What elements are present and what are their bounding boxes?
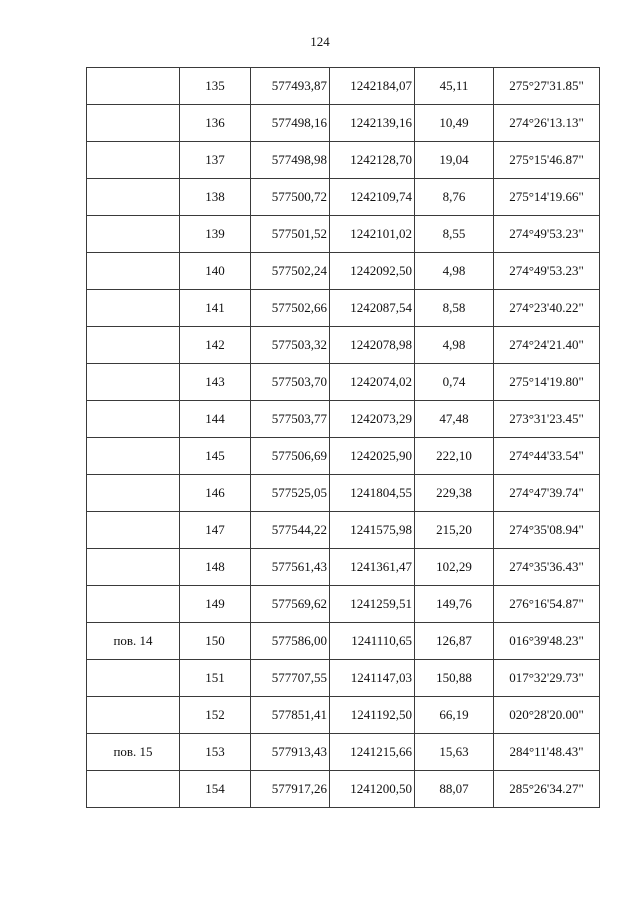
x-coordinate-cell: 577498,16 <box>251 105 330 142</box>
turn-label-cell <box>87 512 180 549</box>
table-row <box>87 438 600 475</box>
direction-angle-cell: 275°14'19.80" <box>494 364 600 401</box>
x-coordinate-cell: 577503,70 <box>251 364 330 401</box>
direction-angle-cell: 017°32'29.73" <box>494 660 600 697</box>
distance-cell: 229,38 <box>415 475 494 512</box>
x-coordinate-cell: 577502,24 <box>251 253 330 290</box>
y-coordinate-cell: 1241192,50 <box>330 697 415 734</box>
x-coordinate-cell: 577503,32 <box>251 327 330 364</box>
turn-label-cell <box>87 290 180 327</box>
direction-angle-cell: 274°35'36.43" <box>494 549 600 586</box>
table-row <box>87 475 600 512</box>
point-number-cell: 143 <box>180 364 251 401</box>
y-coordinate-cell: 1241804,55 <box>330 475 415 512</box>
point-number-cell: 146 <box>180 475 251 512</box>
x-coordinate-cell: 577498,98 <box>251 142 330 179</box>
distance-cell: 102,29 <box>415 549 494 586</box>
table-row <box>87 771 600 808</box>
distance-cell: 149,76 <box>415 586 494 623</box>
distance-cell: 66,19 <box>415 697 494 734</box>
point-number-cell: 147 <box>180 512 251 549</box>
turn-label-cell <box>87 438 180 475</box>
turn-label-cell <box>87 660 180 697</box>
x-coordinate-cell: 577502,66 <box>251 290 330 327</box>
point-number-cell: 154 <box>180 771 251 808</box>
table-row <box>87 216 600 253</box>
y-coordinate-cell: 1242078,98 <box>330 327 415 364</box>
table-row <box>87 401 600 438</box>
point-number-cell: 153 <box>180 734 251 771</box>
table-row <box>87 290 600 327</box>
y-coordinate-cell: 1242109,74 <box>330 179 415 216</box>
point-number-cell: 149 <box>180 586 251 623</box>
x-coordinate-cell: 577544,22 <box>251 512 330 549</box>
turn-label-cell <box>87 253 180 290</box>
point-number-cell: 137 <box>180 142 251 179</box>
y-coordinate-cell: 1242087,54 <box>330 290 415 327</box>
distance-cell: 10,49 <box>415 105 494 142</box>
direction-angle-cell: 276°16'54.87" <box>494 586 600 623</box>
y-coordinate-cell: 1241110,65 <box>330 623 415 660</box>
y-coordinate-cell: 1241200,50 <box>330 771 415 808</box>
y-coordinate-cell: 1242073,29 <box>330 401 415 438</box>
table-row <box>87 734 600 771</box>
turn-label-cell <box>87 475 180 512</box>
x-coordinate-cell: 577525,05 <box>251 475 330 512</box>
y-coordinate-cell: 1242139,16 <box>330 105 415 142</box>
point-number-cell: 144 <box>180 401 251 438</box>
direction-angle-cell: 274°49'53.23" <box>494 253 600 290</box>
direction-angle-cell: 016°39'48.23" <box>494 623 600 660</box>
direction-angle-cell: 274°49'53.23" <box>494 216 600 253</box>
point-number-cell: 138 <box>180 179 251 216</box>
distance-cell: 0,74 <box>415 364 494 401</box>
y-coordinate-cell: 1242101,02 <box>330 216 415 253</box>
distance-cell: 215,20 <box>415 512 494 549</box>
distance-cell: 19,04 <box>415 142 494 179</box>
x-coordinate-cell: 577493,87 <box>251 68 330 105</box>
y-coordinate-cell: 1242184,07 <box>330 68 415 105</box>
y-coordinate-cell: 1242092,50 <box>330 253 415 290</box>
direction-angle-cell: 275°27'31.85" <box>494 68 600 105</box>
point-number-cell: 145 <box>180 438 251 475</box>
direction-angle-cell: 274°24'21.40" <box>494 327 600 364</box>
point-number-cell: 139 <box>180 216 251 253</box>
turn-label-cell <box>87 105 180 142</box>
y-coordinate-cell: 1241215,66 <box>330 734 415 771</box>
table-row <box>87 142 600 179</box>
distance-cell: 88,07 <box>415 771 494 808</box>
x-coordinate-cell: 577569,62 <box>251 586 330 623</box>
turn-label-cell <box>87 364 180 401</box>
turn-label-cell <box>87 142 180 179</box>
x-coordinate-cell: 577707,55 <box>251 660 330 697</box>
direction-angle-cell: 273°31'23.45" <box>494 401 600 438</box>
distance-cell: 150,88 <box>415 660 494 697</box>
table-row <box>87 253 600 290</box>
turn-label-cell <box>87 401 180 438</box>
point-number-cell: 135 <box>180 68 251 105</box>
distance-cell: 126,87 <box>415 623 494 660</box>
y-coordinate-cell: 1242025,90 <box>330 438 415 475</box>
point-number-cell: 142 <box>180 327 251 364</box>
direction-angle-cell: 285°26'34.27" <box>494 771 600 808</box>
distance-cell: 4,98 <box>415 327 494 364</box>
y-coordinate-cell: 1242074,02 <box>330 364 415 401</box>
turn-label-cell: пов. 15 <box>87 734 180 771</box>
direction-angle-cell: 274°26'13.13" <box>494 105 600 142</box>
table-row <box>87 660 600 697</box>
turn-label-cell <box>87 216 180 253</box>
point-number-cell: 151 <box>180 660 251 697</box>
turn-label-cell: пов. 14 <box>87 623 180 660</box>
turn-label-cell <box>87 179 180 216</box>
table-row <box>87 549 600 586</box>
direction-angle-cell: 274°47'39.74" <box>494 475 600 512</box>
turn-label-cell <box>87 586 180 623</box>
x-coordinate-cell: 577561,43 <box>251 549 330 586</box>
x-coordinate-cell: 577506,69 <box>251 438 330 475</box>
turn-label-cell <box>87 68 180 105</box>
table-body <box>87 68 600 808</box>
distance-cell: 15,63 <box>415 734 494 771</box>
table-row <box>87 623 600 660</box>
direction-angle-cell: 275°14'19.66" <box>494 179 600 216</box>
point-number-cell: 136 <box>180 105 251 142</box>
x-coordinate-cell: 577500,72 <box>251 179 330 216</box>
direction-angle-cell: 020°28'20.00" <box>494 697 600 734</box>
direction-angle-cell: 284°11'48.43" <box>494 734 600 771</box>
table-row <box>87 364 600 401</box>
distance-cell: 4,98 <box>415 253 494 290</box>
x-coordinate-cell: 577501,52 <box>251 216 330 253</box>
direction-angle-cell: 274°35'08.94" <box>494 512 600 549</box>
point-number-cell: 148 <box>180 549 251 586</box>
x-coordinate-cell: 577851,41 <box>251 697 330 734</box>
y-coordinate-cell: 1241147,03 <box>330 660 415 697</box>
distance-cell: 8,55 <box>415 216 494 253</box>
table-row <box>87 512 600 549</box>
turn-label-cell <box>87 327 180 364</box>
x-coordinate-cell: 577917,26 <box>251 771 330 808</box>
distance-cell: 8,76 <box>415 179 494 216</box>
turn-label-cell <box>87 697 180 734</box>
page-number: 124 <box>310 34 330 49</box>
y-coordinate-cell: 1241575,98 <box>330 512 415 549</box>
distance-cell: 222,10 <box>415 438 494 475</box>
x-coordinate-cell: 577913,43 <box>251 734 330 771</box>
direction-angle-cell: 274°44'33.54" <box>494 438 600 475</box>
turn-label-cell <box>87 771 180 808</box>
distance-cell: 45,11 <box>415 68 494 105</box>
distance-cell: 47,48 <box>415 401 494 438</box>
point-number-cell: 141 <box>180 290 251 327</box>
table-row <box>87 697 600 734</box>
x-coordinate-cell: 577586,00 <box>251 623 330 660</box>
direction-angle-cell: 274°23'40.22" <box>494 290 600 327</box>
table-row <box>87 105 600 142</box>
y-coordinate-cell: 1242128,70 <box>330 142 415 179</box>
point-number-cell: 150 <box>180 623 251 660</box>
turn-label-cell <box>87 549 180 586</box>
x-coordinate-cell: 577503,77 <box>251 401 330 438</box>
distance-cell: 8,58 <box>415 290 494 327</box>
table-row <box>87 586 600 623</box>
y-coordinate-cell: 1241361,47 <box>330 549 415 586</box>
table-row <box>87 68 600 105</box>
point-number-cell: 152 <box>180 697 251 734</box>
y-coordinate-cell: 1241259,51 <box>330 586 415 623</box>
table-row <box>87 327 600 364</box>
direction-angle-cell: 275°15'46.87" <box>494 142 600 179</box>
table-row <box>87 179 600 216</box>
point-number-cell: 140 <box>180 253 251 290</box>
coordinates-table <box>86 67 600 808</box>
